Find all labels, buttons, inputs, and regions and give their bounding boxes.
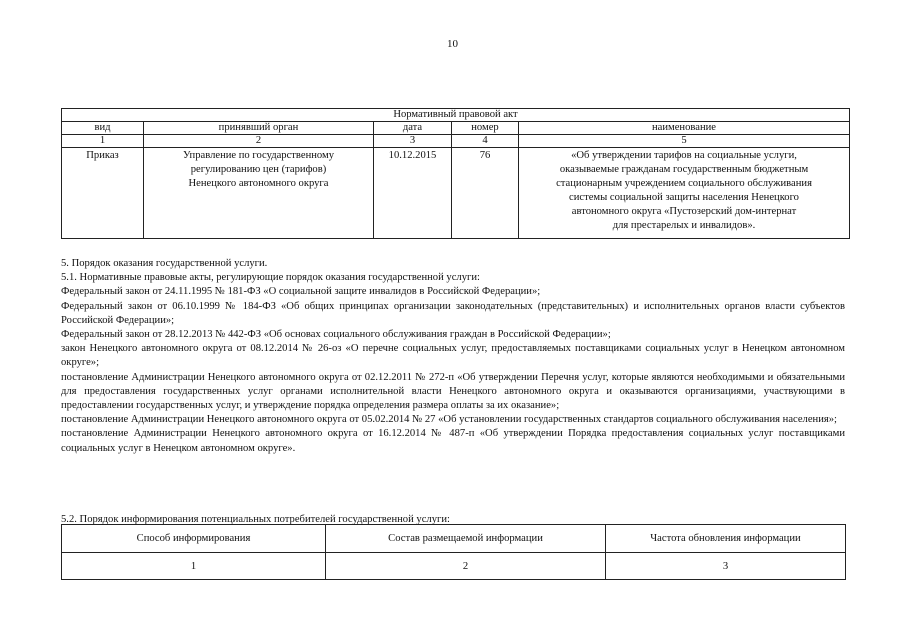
column-header-content: Состав размещаемой информации [326,525,606,553]
act-name-line: оказываемые гражданам государственным бюджетным [559,164,809,175]
column-number: 1 [62,553,326,580]
section-title: 5. Порядок оказания государственной услуги. [61,258,268,269]
subsection-title: 5.1. Нормативные правовые акты, регулирующие порядок оказания государственной услуги: [61,272,480,284]
column-header-number: номер [452,122,519,135]
column-number: 2 [326,553,606,580]
column-header-date: дата [374,122,452,135]
act-number: 76 [452,148,519,239]
legal-act-paragraph: постановление Администрации Ненецкого автономного округа от 02.12.2011 № 272-п «Об утверждении Перечня услуг, которые являются необходимыми и обязательными для предоставления государственных услуг органами исполнительной власти Ненецкого автономного округа и оказываются организациями, участвующими в предоставлении государственных услуг, и утверждение порядка определения размера оплаты за их оказание»; [61,371,845,412]
column-number: 1 [62,135,144,148]
authority-line: Управление по государственному [182,150,335,161]
legal-act-paragraph: постановление Администрации Ненецкого автономного округа от 05.02.2014 № 27 «Об установлении государственных стандартов социального обслуживания населения»; [61,414,837,426]
act-kind: Приказ [62,148,144,239]
table-header-row [62,122,850,135]
act-name [519,148,850,239]
table-group-header-row [62,109,850,122]
act-date: 10.12.2015 [374,148,452,239]
column-number: 3 [374,135,452,148]
column-number: 4 [452,135,519,148]
authority-line: Ненецкого автономного округа [188,178,329,189]
act-name-line: «Об утверждении тарифов на социальные услуги, [571,150,797,161]
section-5-text [61,257,845,456]
subsection-title: 5.2. Порядок информирования потенциальных потребителей государственной услуги: [61,514,450,525]
authority-line: регулированию цен (тарифов) [190,164,327,175]
table-group-header: Нормативный правовой акт [62,109,850,122]
column-number: 2 [144,135,374,148]
column-number: 5 [519,135,850,148]
column-header-authority: принявший орган [144,122,374,135]
normative-act-table [61,108,850,239]
informing-table [61,524,846,580]
table-header-row [62,525,846,553]
act-name-line: стационарным учреждением социального обслуживания [556,178,812,189]
column-number-row [62,135,850,148]
act-authority [144,148,374,239]
table-row [62,148,850,239]
column-number-row [62,553,846,580]
column-header-name: наименование [519,122,850,135]
act-name-line: автономного округа «Пустозерский дом-интернат [571,206,797,217]
legal-act-paragraph: постановление Администрации Ненецкого автономного округа от 16.12.2014 № 487-п «Об утверждении Порядка предоставления социальных услуг поставщиками социальных услуг в Ненецком автономном округе». [61,428,845,454]
legal-act-paragraph: Федеральный закон от 06.10.1999 № 184-ФЗ «Об общих принципах организации законодательных (представительных) и исполнительных органов власти субъектов Российской Федерации»; [61,300,845,326]
act-name-line: для престарелых и инвалидов». [612,220,756,231]
column-header-method: Способ информирования [62,525,326,553]
legal-act-paragraph: Федеральный закон от 24.11.1995 № 181-ФЗ «О социальной защите инвалидов в Российской Федерации»; [61,286,541,298]
column-header-frequency: Частота обновления информации [606,525,846,553]
act-name-line: системы социальной защиты населения Ненецкого [569,192,799,203]
column-header-kind: вид [62,122,144,135]
legal-act-paragraph: закон Ненецкого автономного округа от 08.12.2014 № 26-оз «О перечне социальных услуг, предоставляемых поставщиками социальных услуг в Ненецком автономном округе»; [61,343,845,369]
page-number: 10 [447,38,458,50]
column-number: 3 [606,553,846,580]
legal-act-paragraph: Федеральный закон от 28.12.2013 № 442-ФЗ «Об основах социального обслуживания граждан в Российской Федерации»; [61,329,611,341]
